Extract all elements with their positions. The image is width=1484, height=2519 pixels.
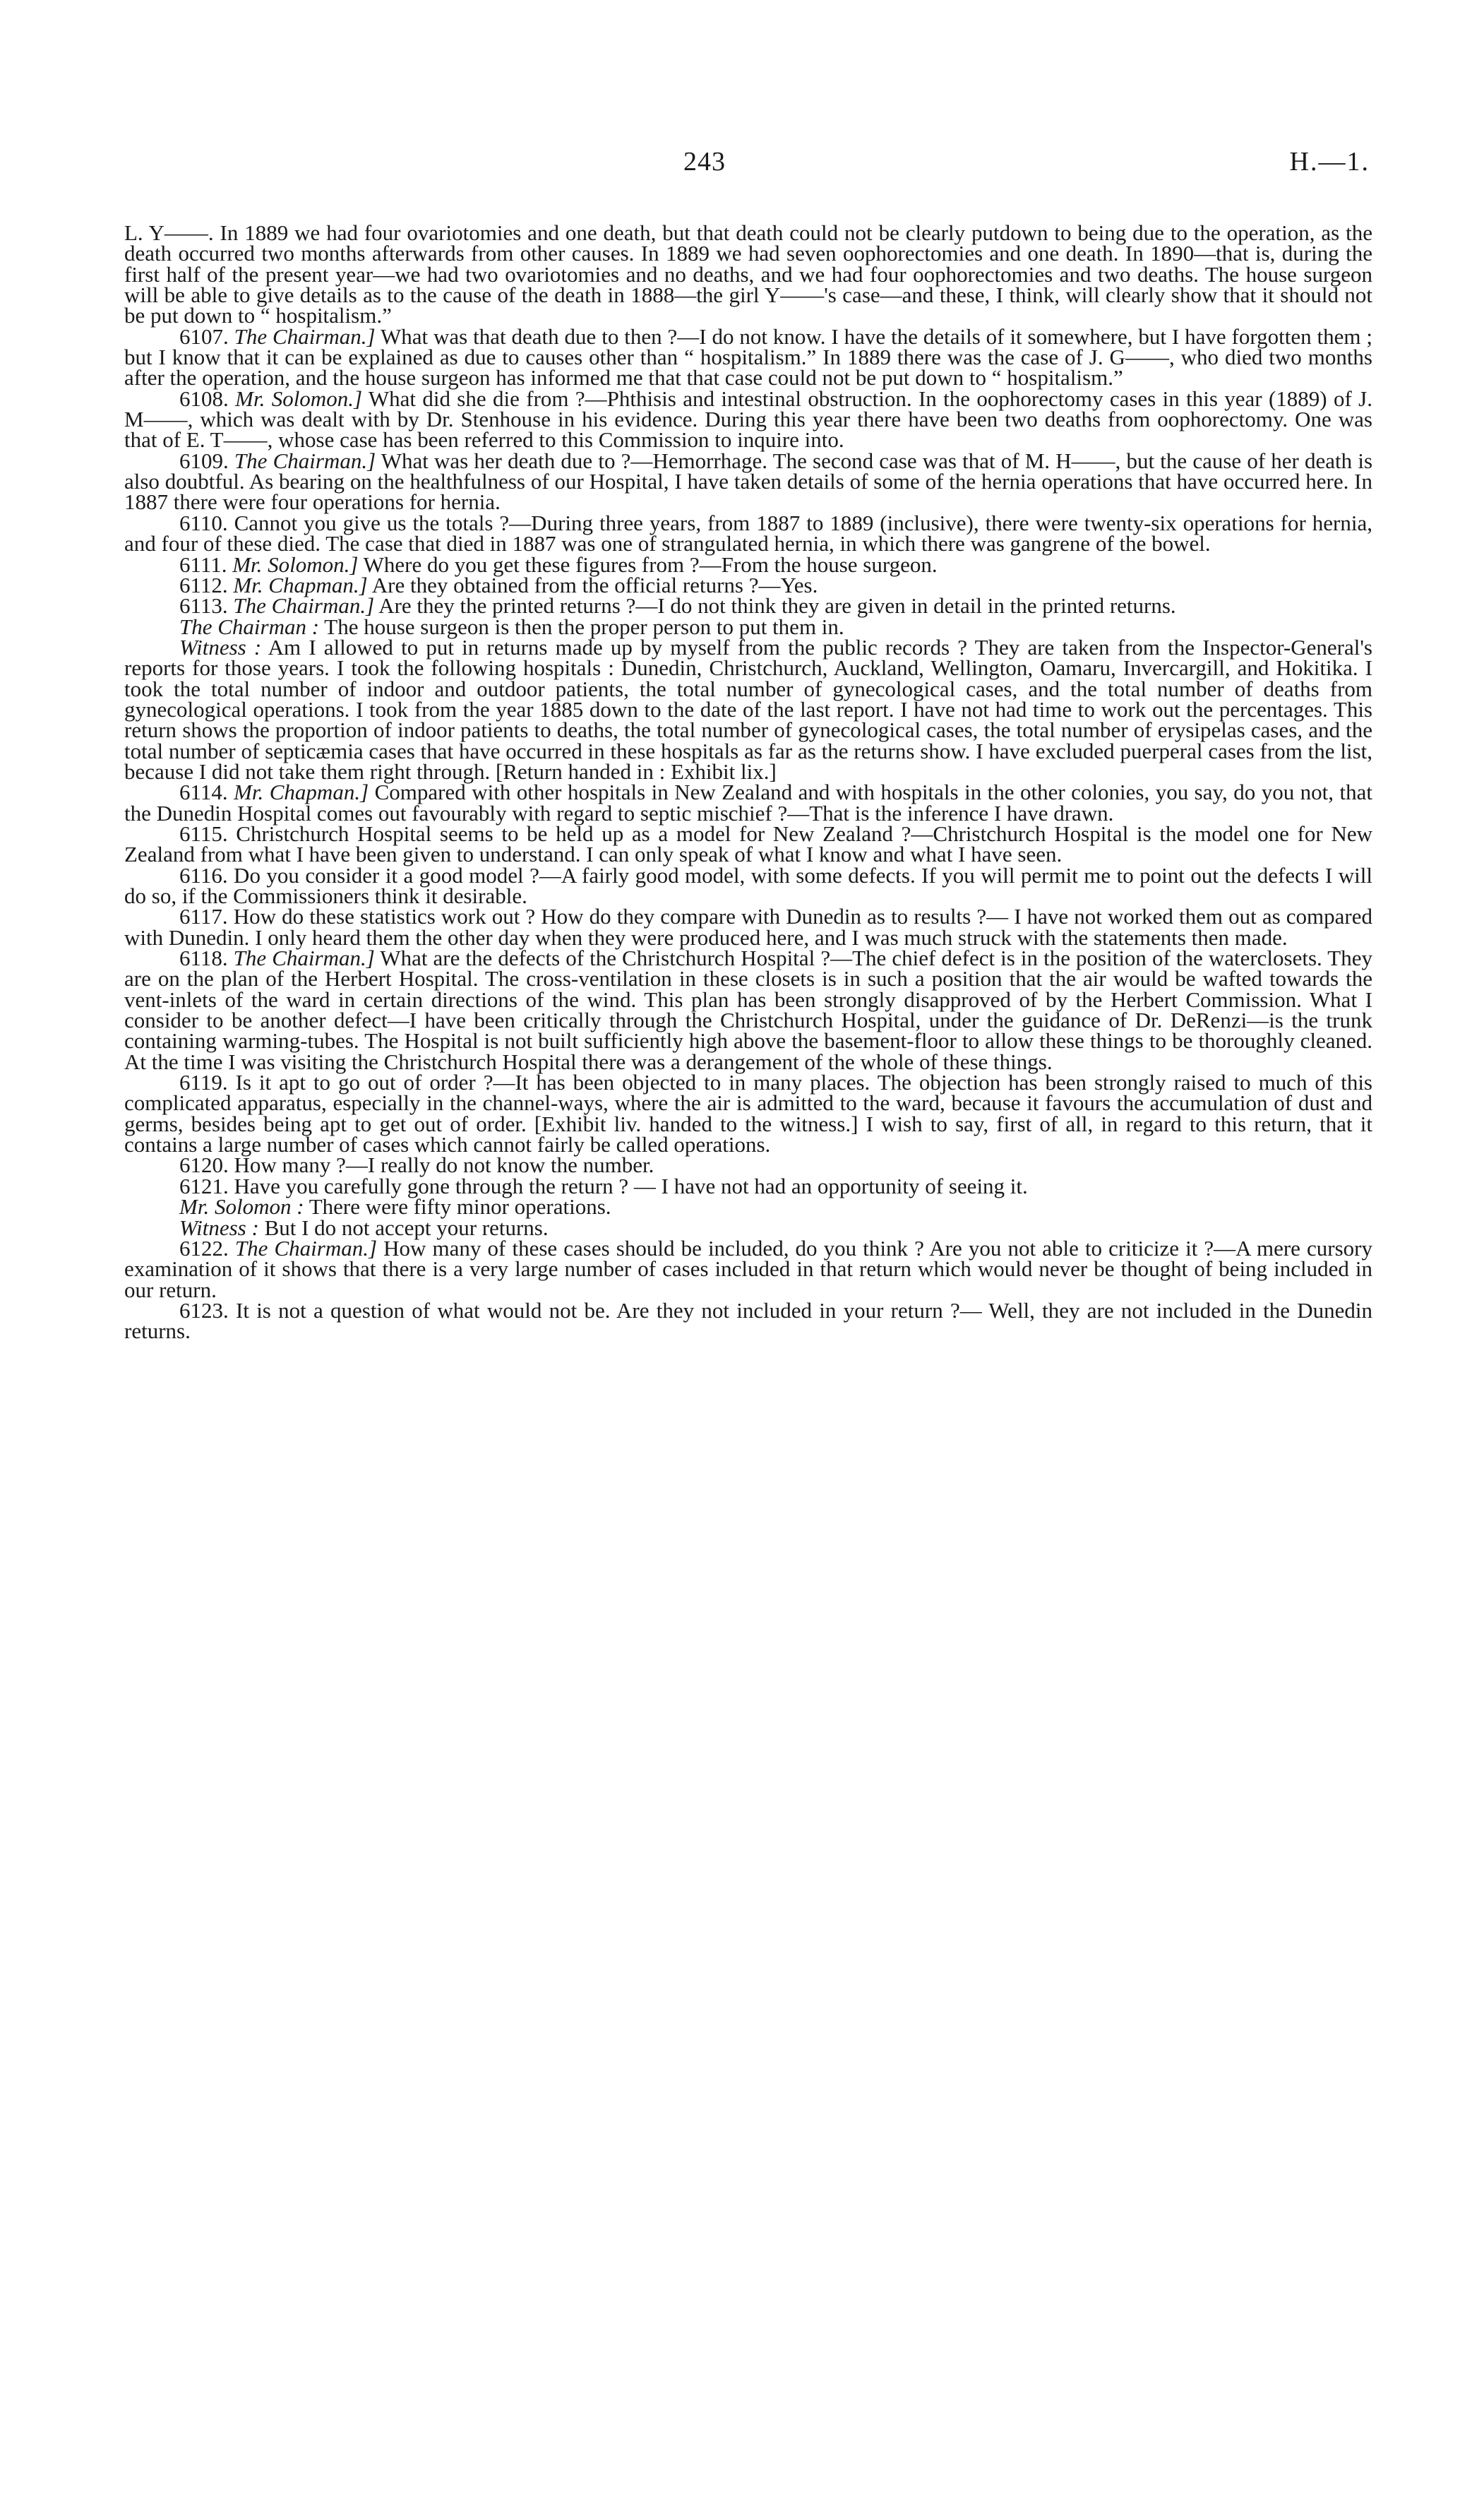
page-number: 243 <box>683 147 726 177</box>
paragraph-witness-statement <box>124 634 1372 784</box>
question-number: 6107. <box>179 323 234 349</box>
paragraph-6117 <box>124 906 1372 948</box>
speaker-label: Mr. Solomon.] <box>235 386 363 411</box>
paragraph-6109 <box>124 448 1373 515</box>
speaker-label: The Chairman.] <box>233 593 375 619</box>
paragraph-6113 <box>124 593 1372 619</box>
speaker-label: Witness : <box>179 634 262 660</box>
question-number: 6118. <box>179 946 234 971</box>
paragraph-witness-reply <box>124 1217 1372 1238</box>
speaker-label: The Chairman.] <box>234 448 376 473</box>
paragraph-6119 <box>124 1072 1372 1155</box>
paragraph-text: Are they the printed returns ?—I do not think they are given in detail in the printed returns. <box>374 593 1176 619</box>
paragraph-text: What did she die from ?—Phthisis and intestinal obstruction. In the oophorectomy cases in this year (1889) of J. M——, which was dealt with by Dr. Stenhouse in his evidence. During this year there have been two deaths from oophorectomy. One was that of E. T——, whose case has been referred to this Commission to inquire into. <box>124 386 1372 453</box>
paragraph-text: 6110. Cannot you give us the totals ?—During three years, from 1887 to 1889 (inclusive), there were twenty-six operations for hernia, and four of these died. The case that died in 1887 was one of strangulated hernia, in which there was gangrene of the bowel. <box>124 510 1372 556</box>
paragraph-text: What was that death due to then ?—I do not know. I have the details of it somewhere, but I have forgotten them ; but I know that it can be explained as due to causes other than “ hospitalism.” In 1889 there was the case of J. G——, who died two months after the operation, and the house surgeon has informed me that that case could not be put down to “ hospitalism.” <box>124 323 1373 391</box>
paragraph-6112 <box>124 572 1372 597</box>
question-number: 6111. <box>179 552 233 577</box>
speaker-label: The Chairman : <box>179 614 320 639</box>
speaker-label: Mr. Solomon : <box>179 1194 304 1220</box>
question-number: 6108. <box>179 386 236 411</box>
paragraph-text: How many of these cases should be included, do you think ? Are you not able to criticize it ?—A mere cursory examination of it shows that there is a very large number of cases included in that return which would never be thought of being included in our return. <box>124 1235 1373 1302</box>
paragraph-6107 <box>124 323 1373 391</box>
speaker-label: The Chairman.] <box>234 323 376 349</box>
paragraph-6121 <box>124 1173 1372 1198</box>
paragraph-text: The house surgeon is then the proper person to put them in. <box>319 614 844 639</box>
paragraph-6114 <box>124 780 1372 826</box>
speaker-label: Witness : <box>179 1215 259 1240</box>
paragraph-text: L. Y——. In 1889 we had four ovariotomies and one death, but that death could not be clearly putdown to being due to the operation, as the death occurred two months afterwards from other causes. In 1889 we had seven oophorectomies and one death. In 1890—that is, during the first half of the present year—we had two ovariotomies and no deaths, and we had four oophorectomies and two deaths. The house surgeon will be able to give details as to the cause of the death in 1888—the girl Y——'s case—and these, I think, will clearly show that it should not be put down to “ hospitalism.” <box>124 220 1372 328</box>
page-header <box>124 146 1372 189</box>
paragraph-chairman-remark <box>124 614 1372 639</box>
question-number: 6113. <box>179 593 234 619</box>
paragraph-text: 6121. Have you carefully gone through the return ? — I have not had an opportunity of seeing it. <box>179 1173 1028 1198</box>
question-number: 6122. <box>179 1235 235 1261</box>
paragraph-text: What are the defects of the Christchurch Hospital ?—The chief defect is in the position of the waterclosets. They are on the plan of the Herbert Hospital. The cross-ventilation in these closets is in such a position that the air would be wafted towards the vent-inlets of the ward in certain directions of the wind. This plan has been strongly disapproved of by the Herbert Commission. What I consider to be another defect—I have been critically through the Christchurch Hospital, under the guidance of Dr. DeRenzi—is the trunk containing warming-tubes. The Hospital is not built sufficiently high above the basement-floor to allow these things to be thoroughly cleaned. At the time I was visiting the Christchurch Hospital there was a derangement of the whole of these things. <box>124 946 1372 1074</box>
question-number: 6114. <box>179 780 234 805</box>
paragraph-text: 6115. Christchurch Hospital seems to be held up as a model for New Zealand ?—Christchurch Hospital is the model one for New Zealand from what I have been given to understand. I can only speak of what I know and what I have seen. <box>124 821 1372 867</box>
speaker-label: The Chairman.] <box>233 946 375 971</box>
speaker-label: Mr. Chapman.] <box>233 572 368 597</box>
paragraph-solomon-remark <box>124 1194 1372 1220</box>
paragraph-text: Compared with other hospitals in New Zealand and with hospitals in the other colonies, you say, do you not, that the Dunedin Hospital comes out favourably with regard to septic mischief ?—That is the inference I have drawn. <box>124 780 1372 826</box>
document-reference: H.—1. <box>1289 147 1370 177</box>
paragraph-6116 <box>124 862 1372 908</box>
paragraph-6115 <box>124 823 1372 865</box>
paragraph-6122 <box>124 1235 1373 1302</box>
transcript-body <box>124 222 1372 1342</box>
paragraph-continuation <box>124 222 1372 326</box>
question-number: 6112. <box>179 572 234 597</box>
paragraph-text: Am I allowed to put in returns made up by myself from the public records ? They are taken from the Inspector-General's reports for those years. I took the following hospitals : Dunedin, Christchurch, Auckland, Wellington, Oamaru, Invercargill, and Hokitika. I took the total number of indoor and outdoor patients, the total number of gynecological cases, and the total number of deaths from gynecological operations. I took from the year 1885 down to the date of the last report. I have not had time to work out the percentages. This return shows the proportion of indoor patients to deaths, the total number of gynecological cases, the total number of erysipelas cases, and the total number of septicæmia cases that have occurred in these hospitals as far as the returns show. I have excluded puerperal cases from the list, because I did not take them right through. [Return handed in : Exhibit lix.] <box>124 634 1372 784</box>
paragraph-6110 <box>124 510 1372 556</box>
paragraph-text: Where do you get these figures from ?—From the house surgeon. <box>358 552 938 577</box>
paragraph-text: 6123. It is not a question of what would not be. Are they not included in your return ?— Well, they are not included in the Dunedin returns. <box>124 1297 1372 1344</box>
paragraph-text: There were fifty minor operations. <box>304 1194 611 1220</box>
paragraph-6123 <box>124 1297 1372 1344</box>
paragraph-text: 6117. How do these statistics work out ? How do they compare with Dunedin as to results ?— I have not worked them out as compared with Dunedin. I only heard them the other day when they were produced here, and I was much struck with the statements then made. <box>124 904 1372 950</box>
paragraph-text: 6116. Do you consider it a good model ?—A fairly good model, with some defects. If you will permit me to point out the defects I will do so, if the Commissioners think it desirable. <box>124 862 1372 908</box>
paragraph-6120 <box>124 1153 1372 1178</box>
speaker-label: Mr. Solomon.] <box>232 552 359 577</box>
paragraph-text: 6120. How many ?—I really do not know the number. <box>179 1153 654 1178</box>
paragraph-text: Are they obtained from the official returns ?—Yes. <box>367 572 818 597</box>
paragraph-6111 <box>124 554 1372 575</box>
speaker-label: The Chairman.] <box>234 1235 378 1261</box>
question-number: 6109. <box>179 448 234 473</box>
paragraph-text: What was her death due to ?—Hemorrhage. The second case was that of M. H——, but the cause of her death is also doubtful. As bearing on the healthfulness of our Hospital, I have taken details of some of the hernia operations that have occurred here. In 1887 there were four operations for hernia. <box>124 448 1373 515</box>
paragraph-text: But I do not accept your returns. <box>258 1215 549 1240</box>
paragraph-6108 <box>124 388 1372 451</box>
paragraph-6118 <box>124 948 1372 1072</box>
speaker-label: Mr. Chapman.] <box>234 780 369 805</box>
paragraph-text: 6119. Is it apt to go out of order ?—It has been objected to in many places. The objection has been strongly raised to much of this complicated apparatus, especially in the channel-ways, where the air is admitted to the ward, because it favours the accumulation of dust and germs, besides being apt to get out of order. [Exhibit liv. handed to the witness.] I wish to say, first of all, in regard to this return, that it contains a large number of cases which cannot fairly be called operations. <box>124 1070 1372 1157</box>
